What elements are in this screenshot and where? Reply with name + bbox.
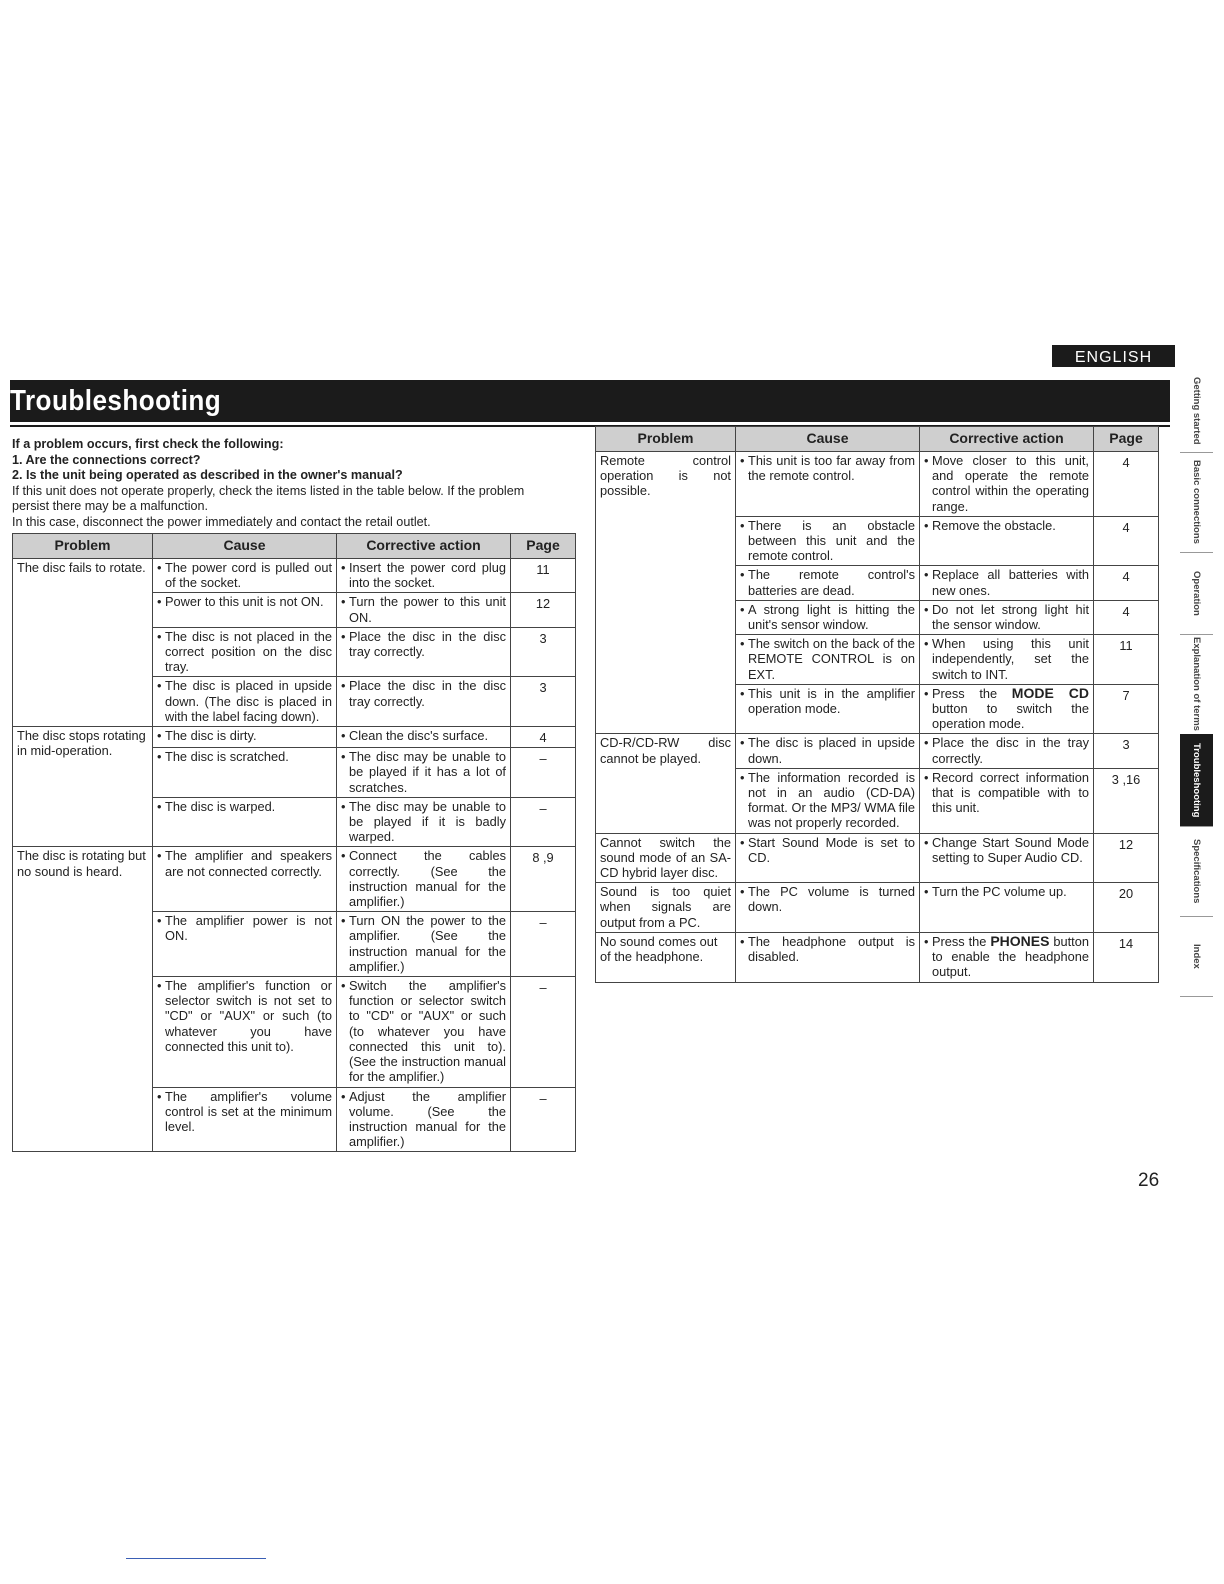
table-header — [596, 427, 1159, 452]
troubleshooting-table-right — [595, 426, 1159, 983]
page-cell: – — [511, 748, 576, 798]
action-cell: • The disc may be unable to be played if it has a lot of scratches. — [337, 748, 511, 798]
tab-specifications[interactable]: Specifications — [1180, 826, 1213, 917]
page-cell: 4 — [1094, 452, 1159, 517]
problem-cell: The disc fails to rotate. — [13, 559, 153, 727]
intro-lead: If a problem occurs, first check the following: — [12, 437, 284, 451]
cause-cell: • A strong light is hitting the unit's sensor window. — [736, 600, 920, 634]
page-cell: 3 — [511, 677, 576, 727]
cause-cell: • Power to this unit is not ON. — [153, 593, 337, 627]
cause-cell: • The disc is not placed in the correct position on the disc tray. — [153, 627, 337, 677]
table-row — [596, 833, 1159, 883]
cause-cell: • The amplifier power is not ON. — [153, 912, 337, 977]
action-cell: • Place the disc in the disc tray correctly. — [337, 677, 511, 727]
action-cell: • Move closer to this unit, and operate the remote control within the operating range. — [920, 452, 1094, 517]
page-cell: 11 — [511, 559, 576, 593]
intro-line-3: In this case, disconnect the power immediately and contact the retail outlet. — [12, 514, 431, 529]
page-cell: – — [511, 912, 576, 977]
col-action-header: Corrective action — [337, 534, 511, 559]
page-cell: 11 — [1094, 635, 1159, 685]
action-cell: • Connect the cables correctly. (See the instruction manual for the amplifier.) — [337, 847, 511, 912]
problem-cell: No sound comes out of the headphone. — [596, 932, 736, 982]
table-row — [13, 559, 576, 593]
action-cell: • Turn the power to this unit ON. — [337, 593, 511, 627]
cause-cell: • The disc is dirty. — [153, 727, 337, 748]
cause-cell: • The headphone output is disabled. — [736, 932, 920, 982]
action-cell: • The disc may be unable to be played if it is badly warped. — [337, 797, 511, 847]
action-cell: • Switch the amplifier's function or selector switch to "CD" or "AUX" or such (to whatever you have connected this unit to). (See the instruction manual for the amplifier.) — [337, 977, 511, 1087]
table-header — [13, 534, 576, 559]
page-cell: 4 — [1094, 600, 1159, 634]
tab-operation[interactable]: Operation — [1180, 552, 1213, 635]
action-cell: • Do not let strong light hit the sensor window. — [920, 600, 1094, 634]
action-cell: • Press the MODE CD button to switch the operation mode. — [920, 684, 1094, 734]
problem-cell: Cannot switch the sound mode of an SA-CD hybrid layer disc. — [596, 833, 736, 883]
action-cell: • Place the disc in the tray correctly. — [920, 734, 1094, 768]
action-cell: • When using this unit independently, set the switch to INT. — [920, 635, 1094, 685]
cause-cell: • The remote control's batteries are dead. — [736, 566, 920, 600]
language-badge: ENGLISH — [1052, 345, 1175, 367]
page-number: 26 — [1138, 1170, 1160, 1191]
cause-cell: • There is an obstacle between this unit and the remote control. — [736, 516, 920, 566]
mode-cd-button-label: MODE CD — [1011, 684, 1089, 701]
problem-cell: The disc is rotating but no sound is heard. — [13, 847, 153, 1152]
table-row — [596, 883, 1159, 933]
cause-cell: • The disc is scratched. — [153, 748, 337, 798]
page-cell: 3 ,16 — [1094, 768, 1159, 833]
tab-explanation-of-terms[interactable]: Explanation of terms — [1180, 634, 1213, 735]
intro-check-1: 1. Are the connections correct? — [12, 452, 201, 467]
cause-cell: • The disc is placed in upside down. — [736, 734, 920, 768]
action-cell: • Remove the obstacle. — [920, 516, 1094, 566]
problem-cell: The disc stops rotating in mid-operation. — [13, 727, 153, 847]
col-page-header: Page — [511, 534, 576, 559]
intro-check-2: 2. Is the unit being operated as described in the owner's manual? — [12, 468, 403, 482]
page-cell: 14 — [1094, 932, 1159, 982]
page-cell: 4 — [1094, 516, 1159, 566]
page-cell: – — [511, 797, 576, 847]
tab-basic-connections[interactable]: Basic connections — [1180, 452, 1213, 553]
troubleshooting-table-left — [12, 533, 576, 1152]
action-cell: • Record correct information that is compatible with to this unit. — [920, 768, 1094, 833]
cause-cell: • The information recorded is not in an audio (CD-DA) format. Or the MP3/ WMA file was not properly recorded. — [736, 768, 920, 833]
footer-rule — [126, 1558, 266, 1559]
cause-cell: • The disc is warped. — [153, 797, 337, 847]
table-row — [596, 932, 1159, 982]
phones-button-label: PHONES — [990, 932, 1050, 949]
page-cell: 12 — [511, 593, 576, 627]
intro-line-2: persist there may be a malfunction. — [12, 499, 208, 513]
problem-cell: Remote control operation is not possible. — [596, 452, 736, 734]
table-row — [596, 734, 1159, 768]
problem-cell: CD-R/CD-RW disc cannot be played. — [596, 734, 736, 833]
cause-cell: • Start Sound Mode is set to CD. — [736, 833, 920, 883]
problem-cell: Sound is too quiet when signals are output from a PC. — [596, 883, 736, 933]
table-row — [13, 847, 576, 912]
page-cell: 4 — [511, 727, 576, 748]
page-cell: 20 — [1094, 883, 1159, 933]
action-cell: • Turn ON the power to the amplifier. (See the instruction manual for the amplifier.) — [337, 912, 511, 977]
action-cell: • Place the disc in the disc tray correctly. — [337, 627, 511, 677]
cause-cell: • The switch on the back of the REMOTE CONTROL is on EXT. — [736, 635, 920, 685]
action-cell: • Adjust the amplifier volume. (See the instruction manual for the amplifier.) — [337, 1087, 511, 1152]
cause-cell: • The PC volume is turned down. — [736, 883, 920, 933]
col-problem-header: Problem — [596, 427, 736, 452]
table-row — [13, 727, 576, 748]
cause-cell: • This unit is in the amplifier operation mode. — [736, 684, 920, 734]
col-action-header: Corrective action — [920, 427, 1094, 452]
cause-cell: • The amplifier's function or selector switch is not set to "CD" or "AUX" or such (to whatever you have connected this unit to). — [153, 977, 337, 1087]
action-cell: • Clean the disc's surface. — [337, 727, 511, 748]
page-cell: 8 ,9 — [511, 847, 576, 912]
col-cause-header: Cause — [153, 534, 337, 559]
cause-cell: • The amplifier and speakers are not connected correctly. — [153, 847, 337, 912]
page-cell: – — [511, 977, 576, 1087]
cause-cell: • The disc is placed in upside down. (The disc is placed in with the label facing down). — [153, 677, 337, 727]
page-cell: – — [511, 1087, 576, 1152]
intro-text — [12, 437, 592, 530]
tab-getting-started[interactable]: Getting started — [1180, 370, 1213, 453]
page-cell: 3 — [511, 627, 576, 677]
cause-cell: • This unit is too far away from the remote control. — [736, 452, 920, 517]
cause-cell: • The amplifier's volume control is set at the minimum level. — [153, 1087, 337, 1152]
table-row — [596, 452, 1159, 517]
col-cause-header: Cause — [736, 427, 920, 452]
cause-cell: • The power cord is pulled out of the socket. — [153, 559, 337, 593]
col-problem-header: Problem — [13, 534, 153, 559]
action-cell: • Change Start Sound Mode setting to Super Audio CD. — [920, 833, 1094, 883]
action-cell: • Replace all batteries with new ones. — [920, 566, 1094, 600]
action-cell: • Turn the PC volume up. — [920, 883, 1094, 933]
page-title: Troubleshooting — [10, 385, 222, 417]
page-cell: 12 — [1094, 833, 1159, 883]
tab-index[interactable]: Index — [1180, 916, 1213, 997]
col-page-header: Page — [1094, 427, 1159, 452]
page-cell: 7 — [1094, 684, 1159, 734]
intro-line-1: If this unit does not operate properly, check the items listed in the table below. If the problem — [12, 483, 525, 498]
page-cell: 4 — [1094, 566, 1159, 600]
action-cell: • Press the PHONES button to enable the headphone output. — [920, 932, 1094, 982]
side-navigation — [1180, 370, 1213, 1010]
tab-troubleshooting[interactable]: Troubleshooting — [1180, 734, 1213, 827]
action-cell: • Insert the power cord plug into the socket. — [337, 559, 511, 593]
page-cell: 3 — [1094, 734, 1159, 768]
